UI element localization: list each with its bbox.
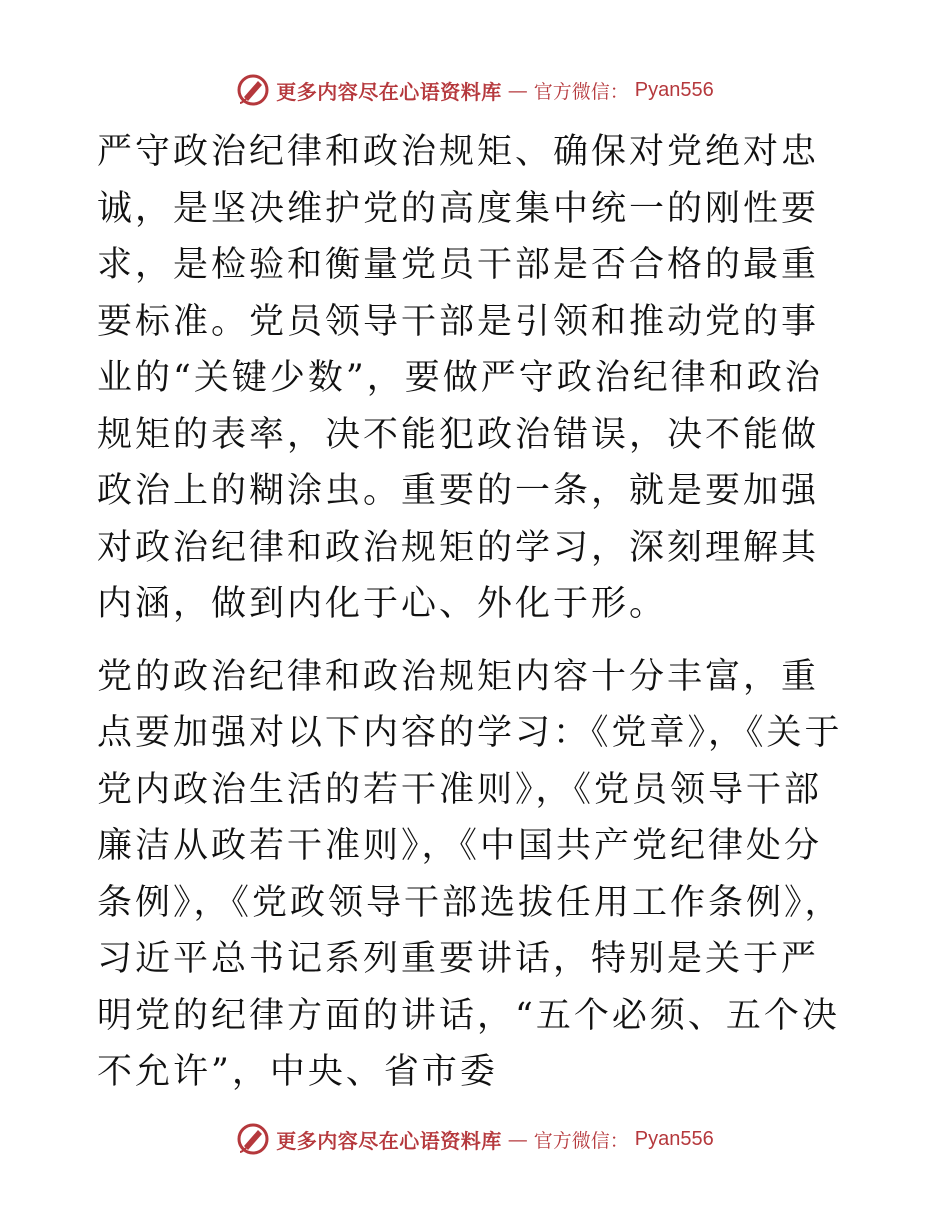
banner-dash: —	[507, 78, 528, 102]
brand-logo-icon	[236, 1122, 270, 1156]
banner-dash: —	[507, 1127, 528, 1151]
banner-wechat-label: 官方微信：	[533, 80, 629, 103]
document-body	[97, 124, 853, 1101]
banner-main-text: 更多内容尽在心语资料库	[276, 1128, 502, 1153]
paragraph-2: 党的政治纪律和政治规矩内容十分丰富，重点要加强对以下内容的学习：《党章》，《关于党内政治生活的若干准则》，《党员领导干部廉洁从政若干准则》，《中国共产党纪律处分条例》，《党政领导干部选拔任用工作条例》，习近平总书记系列重要讲话，特别是关于严明党的纪律方面的讲话，“五个必须、五个决不允许”，中央、省市委	[97, 656, 843, 1092]
banner-main-text: 更多内容尽在心语资料库	[276, 79, 502, 104]
banner-wechat-label: 官方微信：	[533, 1129, 629, 1152]
paragraph-1: 严守政治纪律和政治规矩、确保对党绝对忠诚，是坚决维护党的高度集中统一的刚性要求，是检验和衡量党员干部是否合格的最重要标准。党员领导干部是引领和推动党的事业的“关键少数”，要做严守政治纪律和政治规矩的表率，决不能犯政治错误，决不能做政治上的糊涂虫。重要的一条，就是要加强对政治纪律和政治规矩的学习，深刻理解其内涵，做到内化于心、外化于形。	[97, 132, 823, 624]
header-watermark-banner	[0, 70, 950, 110]
footer-watermark-banner	[0, 1119, 950, 1159]
banner-wechat-id: Pyan556	[634, 1127, 714, 1150]
banner-wechat-id: Pyan556	[634, 78, 714, 101]
brand-logo-icon	[236, 73, 270, 107]
